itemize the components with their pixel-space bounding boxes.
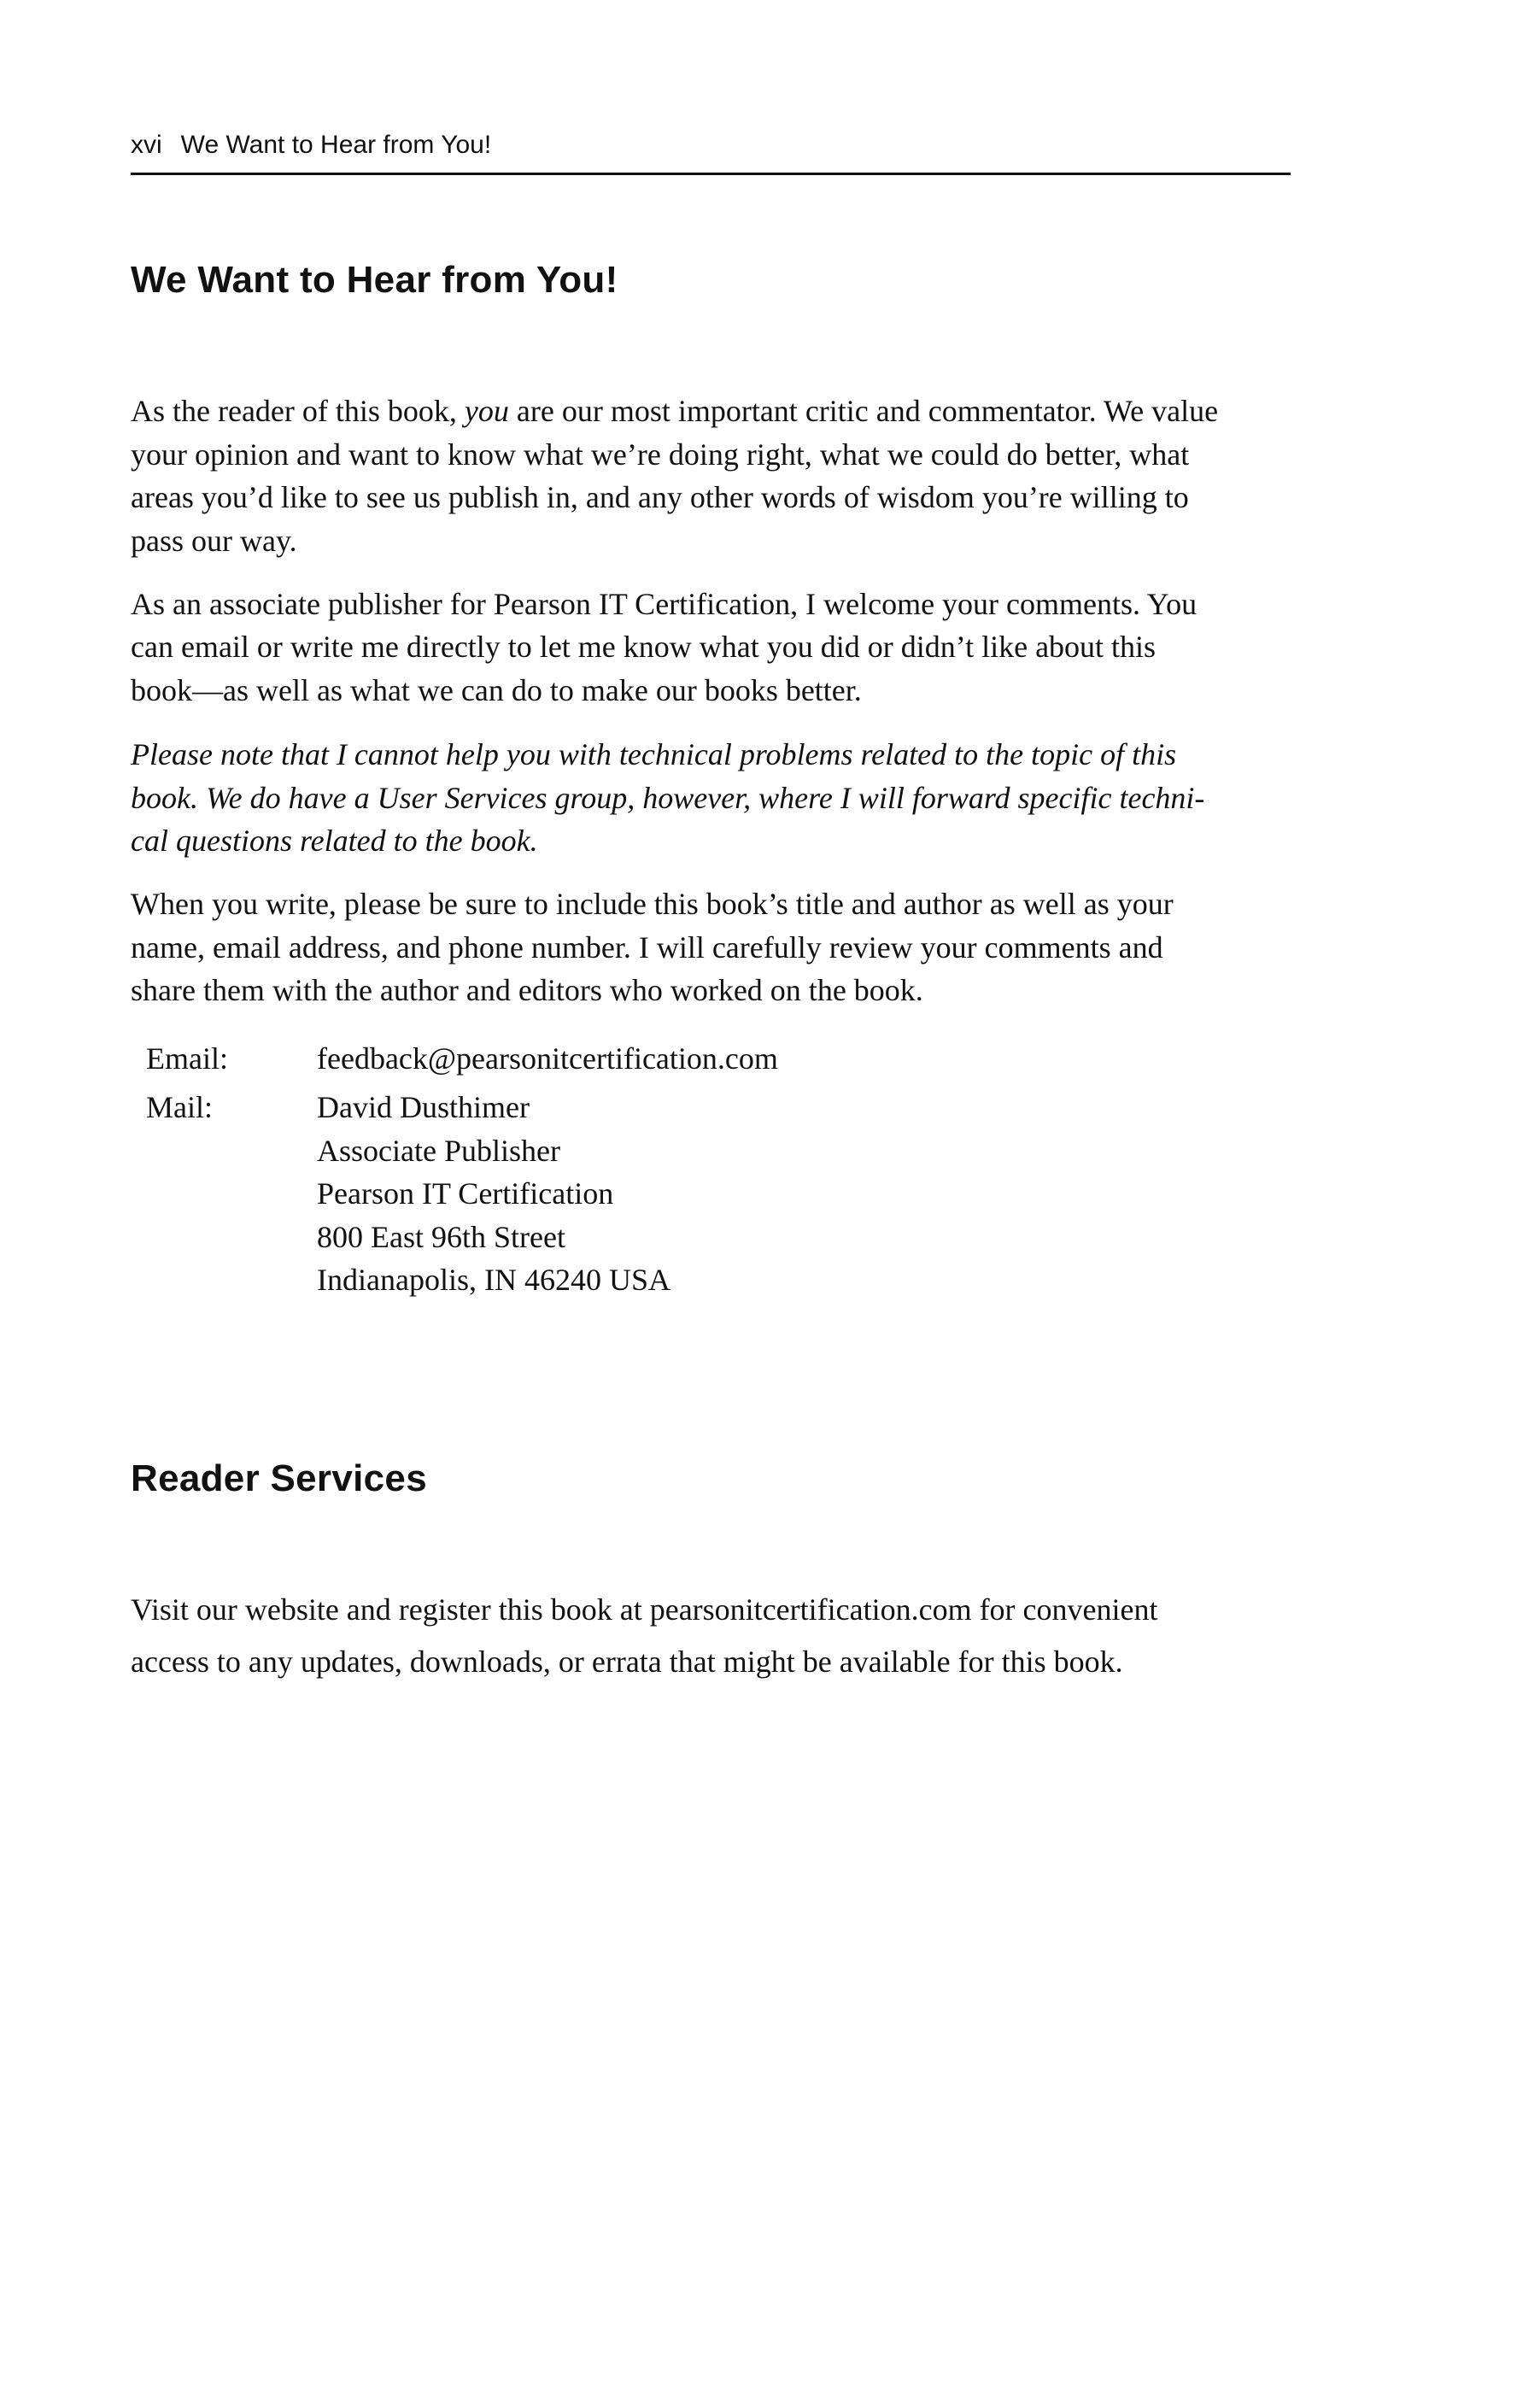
paragraph-line: As an associate publisher for Pearson IT Certification, I welcome your comments. You [131,587,1197,621]
note-line: cal questions related to the book. [131,824,538,858]
section-heading-hear-from-you: We Want to Hear from You! [131,259,618,301]
mail-address-line: David Dusthimer [317,1090,530,1124]
text: As the reader of this book, [131,394,465,428]
paragraph-line: When you write, please be sure to include this book’s title and author as well as your [131,887,1174,921]
page-number: xvi [131,131,162,159]
paragraph-line: can email or write me directly to let me know what you did or didn’t like about this [131,630,1156,664]
mail-address-line: Associate Publisher [317,1134,560,1168]
mail-label: Mail: [146,1090,213,1124]
paragraph-line: book—as well as what we can do to make our books better. [131,673,862,707]
note-line: Please note that I cannot help you with technical problems related to the topic of this [131,737,1177,771]
note-line: book. We do have a User Services group, however, where I will forward specific techni- [131,781,1205,815]
paragraph-line: pass our way. [131,524,297,558]
mail-address-line: Pearson IT Certification [317,1176,614,1211]
paragraph-line [131,390,1218,432]
paragraph-line: your opinion and want to know what we’re doing right, what we could do better, what [131,437,1190,472]
running-header [131,130,491,161]
mail-address-line: Indianapolis, IN 46240 USA [317,1263,670,1297]
email-address: feedback@pearsonitcertification.com [317,1041,778,1076]
paragraph-line: Visit our website and register this book at pearsonitcertification.com for convenient [131,1592,1158,1627]
paragraph-line: name, email address, and phone number. I will carefully review your comments and [131,930,1163,965]
paragraph-line: access to any updates, downloads, or errata that might be available for this book. [131,1645,1123,1679]
paragraph-line: areas you’d like to see us publish in, and any other words of wisdom you’re willing to [131,480,1189,514]
email-label: Email: [146,1041,228,1076]
emphasis-text: you [464,394,509,428]
paragraph-line: share them with the author and editors who worked on the book. [131,973,923,1007]
text: are our most important critic and commentator. We value [508,394,1219,428]
running-header-title: We Want to Hear from You! [180,131,492,159]
mail-address-line: 800 East 96th Street [317,1220,565,1254]
section-heading-reader-services: Reader Services [131,1457,427,1499]
header-rule [131,173,1291,175]
